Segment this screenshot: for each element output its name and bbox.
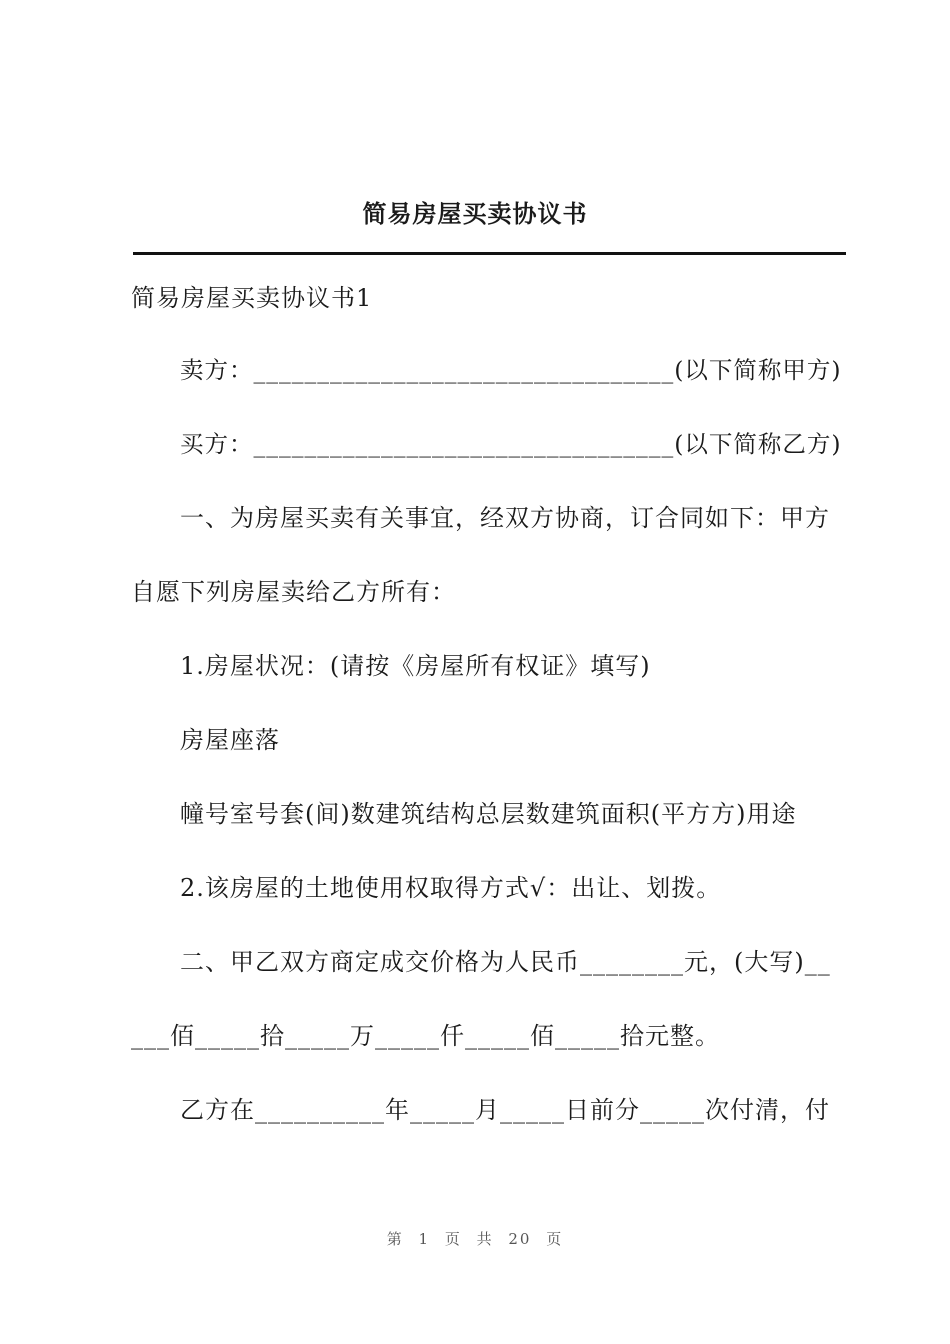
house-attributes-line: 幢号室号套(间)数建筑结构总层数建筑面积(平方方)用途 — [180, 800, 797, 828]
clause-two-line-1: 二、甲乙双方商定成交价格为人民币________元，(大写)__ — [180, 948, 831, 976]
title-divider — [133, 252, 846, 255]
page-indicator: 第 1 页 共 20 页 — [386, 1230, 564, 1248]
land-use-line: 2.该房屋的土地使用权取得方式√：出让、划拨。 — [180, 874, 722, 902]
section-heading: 简易房屋买卖协议书1 — [131, 284, 373, 312]
house-location-line: 房屋座落 — [180, 726, 280, 754]
payment-line: 乙方在__________年_____月_____日前分_____次付清，付 — [180, 1096, 830, 1124]
document-title: 简易房屋买卖协议书 — [362, 199, 588, 228]
seller-line: 卖方：_________________________________(以下简称甲方) — [180, 356, 842, 384]
house-status-line: 1.房屋状况：(请按《房屋所有权证》填写) — [180, 652, 651, 680]
buyer-line: 买方：_________________________________(以下简称乙方) — [180, 430, 842, 458]
clause-two-line-2: ___佰_____拾_____万_____仟_____佰_____拾元整。 — [131, 1022, 720, 1050]
clause-one-line-1: 一、为房屋买卖有关事宜，经双方协商，订合同如下：甲方 — [180, 504, 830, 532]
clause-one-line-2: 自愿下列房屋卖给乙方所有： — [131, 578, 456, 606]
